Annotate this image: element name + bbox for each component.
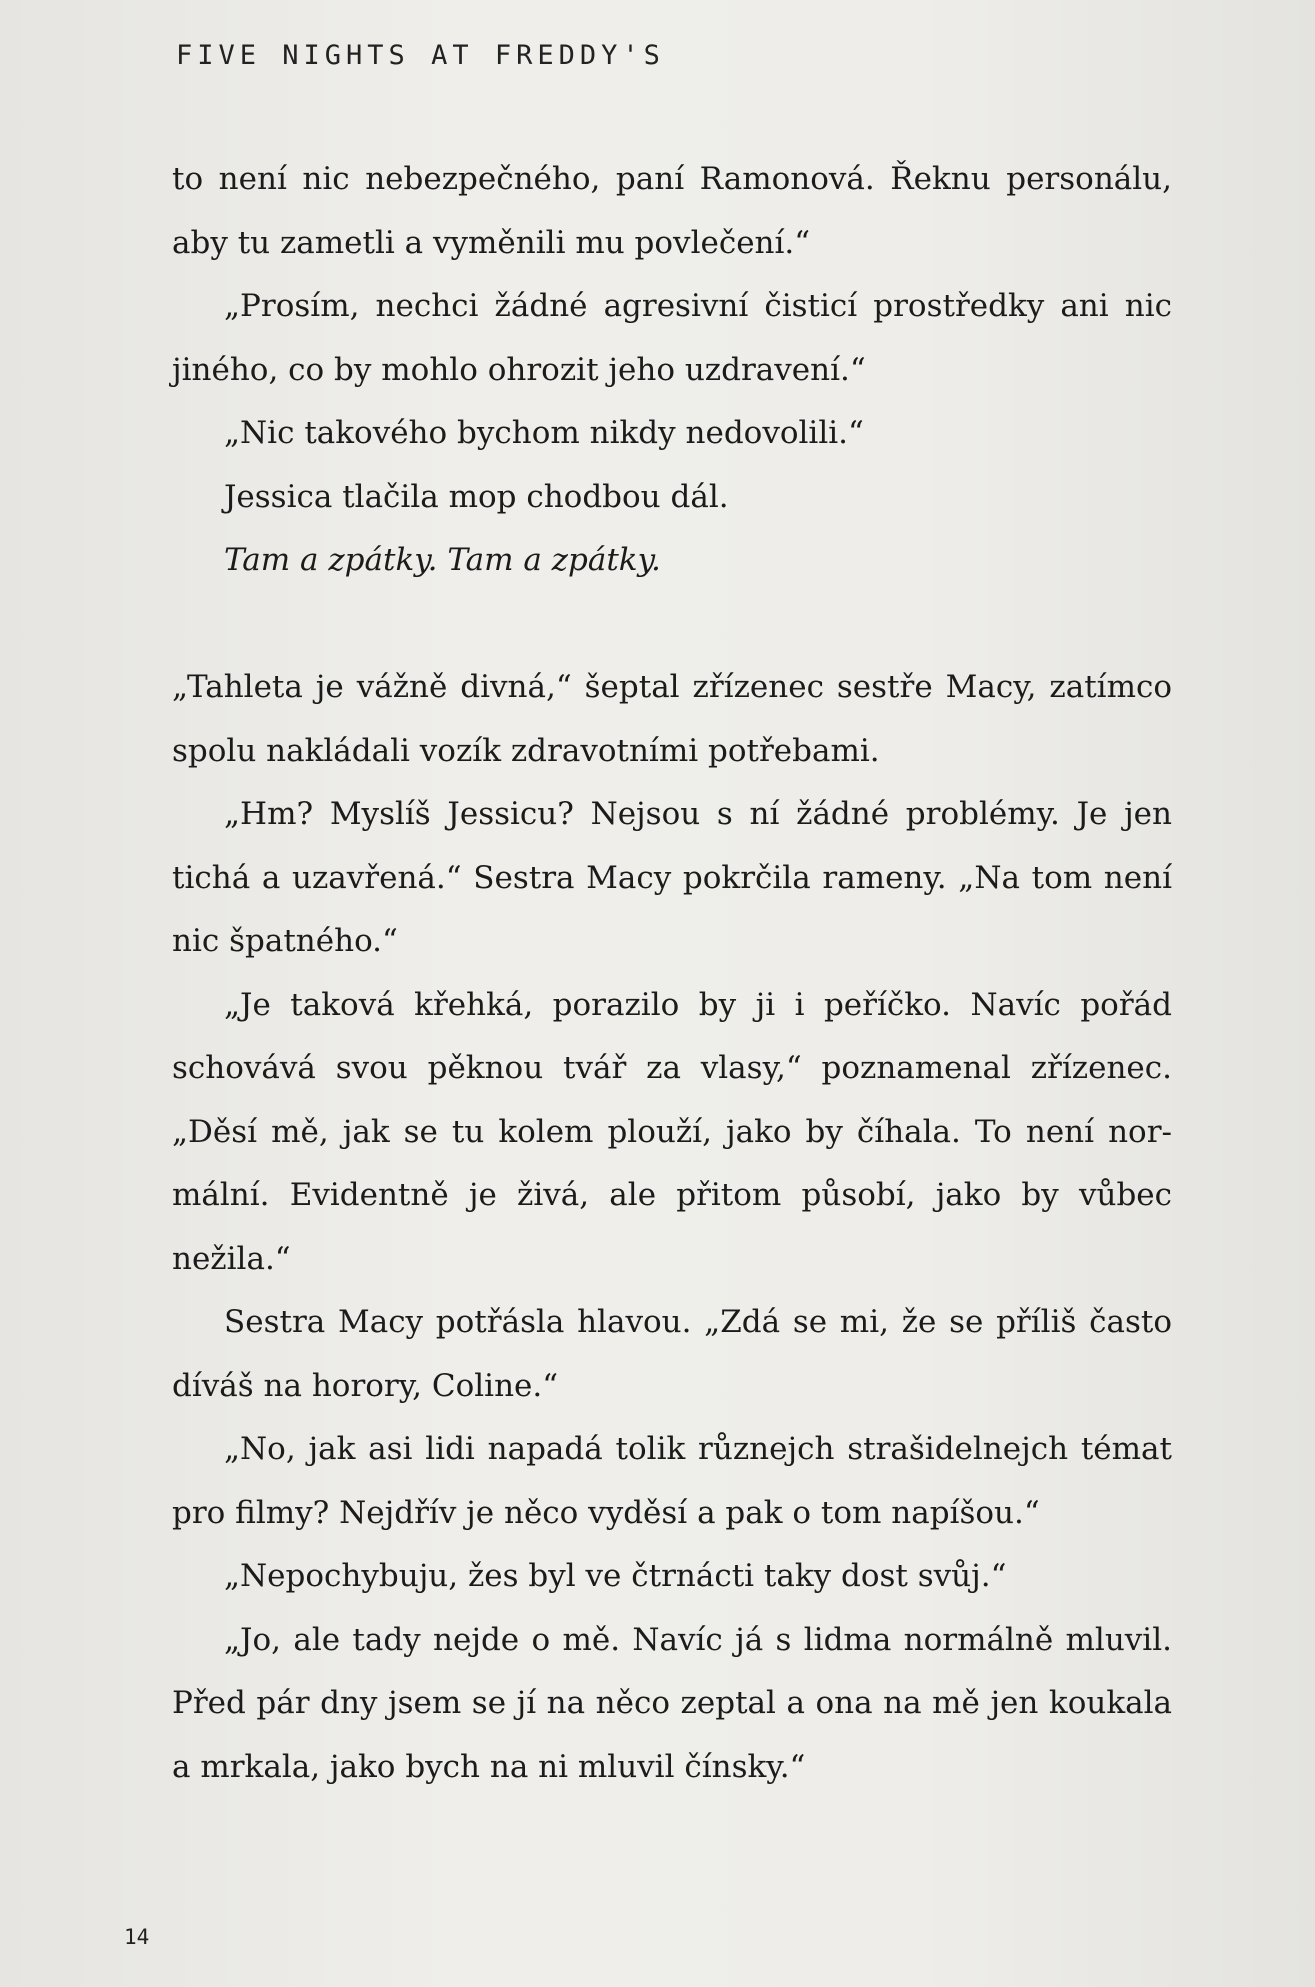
text-line: tichá a uzavřená.“ Sestra Macy pokrčila rameny. „Na tom není <box>172 859 1172 896</box>
text-line: „No, jak asi lidi napadá tolik různejch strašidelnejch témat <box>224 1431 1172 1467</box>
page-body-text <box>172 148 1172 1799</box>
text-line: „Jo, ale tady nejde o mě. Navíc já s lidma normálně mluvil. <box>224 1621 1172 1658</box>
section-break <box>172 593 1172 657</box>
text-line: „Děsí mě, jak se tu kolem plouží, jako by číhala. To není nor- <box>172 1113 1172 1150</box>
text-line: „Nic takového bychom nikdy nedovolili.“ <box>224 415 864 451</box>
text-line: nežila.“ <box>172 1240 291 1277</box>
text-line-italic: Tam a zpátky. Tam a zpátky. <box>224 542 661 578</box>
text-line: mální. Evidentně je živá, ale přitom působí, jako by vůbec <box>172 1177 1172 1213</box>
text-line: jiného, co by mohlo ohrozit jeho uzdravení.“ <box>172 351 866 388</box>
text-line: „Tahleta je vážně divná,“ šeptal zřízenec sestře Macy, zatímco <box>172 669 1172 705</box>
text-line: díváš na horory, Coline.“ <box>172 1367 559 1404</box>
text-line: „Je taková křehká, porazilo by ji i peříčko. Navíc pořád <box>224 986 1172 1023</box>
text-line: to není nic nebezpečného, paní Ramonová. Řeknu personálu, <box>172 161 1172 197</box>
text-line: aby tu zametli a vyměnili mu povlečení.“ <box>172 224 811 261</box>
text-line: „Nepochybuju, žes byl ve čtrnácti taky dost svůj.“ <box>224 1558 1007 1594</box>
text-line: Před pár dny jsem se jí na něco zeptal a ona na mě jen koukala <box>172 1685 1172 1721</box>
text-line: pro filmy? Nejdřív je něco vyděsí a pak o tom napíšou.“ <box>172 1494 1040 1531</box>
text-line: a mrkala, jako bych na ni mluvil čínsky.“ <box>172 1748 806 1785</box>
text-line: schovává svou pěknou tvář za vlasy,“ poznamenal zřízenec. <box>172 1050 1172 1086</box>
text-line: Jessica tlačila mop chodbou dál. <box>224 478 729 515</box>
text-line: Sestra Macy potřásla hlavou. „Zdá se mi, že se příliš často <box>224 1304 1172 1340</box>
text-line: „Prosím, nechci žádné agresivní čisticí prostředky ani nic <box>224 288 1172 324</box>
text-line: „Hm? Myslíš Jessicu? Nejsou s ní žádné problémy. Je jen <box>224 796 1172 832</box>
text-line: nic špatného.“ <box>172 923 398 959</box>
text-line: spolu nakládali vozík zdravotními potřebami. <box>172 732 880 769</box>
page-number: 14 <box>124 1925 150 1949</box>
running-head: FIVE NIGHTS AT FREDDY'S <box>176 40 665 71</box>
